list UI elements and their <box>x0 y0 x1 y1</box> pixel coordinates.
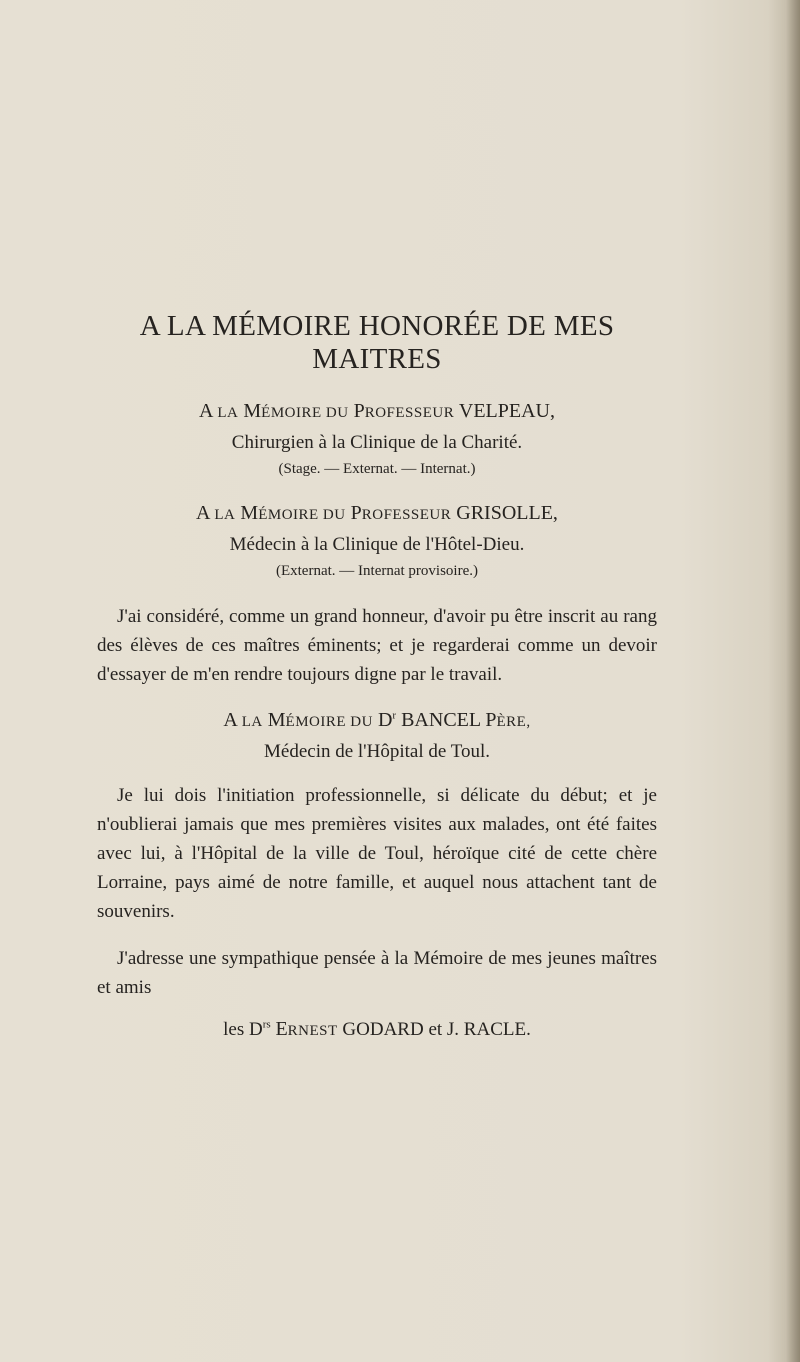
heading-part: P <box>485 709 497 731</box>
signature-line <box>97 1016 657 1044</box>
page-edge-shadow <box>786 0 800 1362</box>
signature-part: les D <box>223 1019 263 1040</box>
signature-part: E <box>275 1018 288 1040</box>
heading-part: P <box>350 502 362 524</box>
doctor-title-sup: r <box>392 709 397 722</box>
professor-note: (Externat. — Internat provisoire.) <box>275 563 478 579</box>
paragraph-initiation: Je lui dois l'initiation professionnelle, si délicate du début; et je n'oublierai jamais que mes premières visites aux malades, ont été faites avec lui, à l'Hôpital de la ville de Toul, héroïque cité de cette chère Lorraine, pays aimé de notre famille, et auquel nous attachent tant de souvenirs. <box>97 785 657 922</box>
heading-part: ÉMOIRE DU <box>261 405 349 421</box>
heading-part: ÉMOIRE DU <box>285 714 373 730</box>
main-title: A LA MÉMOIRE HONORÉE DE MES MAITRES <box>139 310 615 375</box>
doctor-name: BANCEL <box>401 709 481 731</box>
signature-names: GODARD et J. RACLE. <box>342 1019 531 1040</box>
dedication-bancel <box>97 707 657 765</box>
signature-sup: rs <box>262 1018 271 1031</box>
heading-part: A <box>223 709 237 731</box>
heading-part: LA <box>241 714 263 730</box>
heading-part: ÈRE, <box>496 714 531 730</box>
heading-part: LA <box>217 405 239 421</box>
heading-part: ROFESSEUR <box>361 507 452 523</box>
professor-role: Médecin à la Clinique de l'Hôtel-Dieu. <box>229 534 525 555</box>
heading-part: ÉMOIRE DU <box>258 507 346 523</box>
heading-part: M <box>267 709 286 731</box>
professor-role: Chirurgien à la Clinique de la Charité. <box>231 432 523 453</box>
heading-part: M <box>240 502 259 524</box>
section-heading <box>97 707 657 735</box>
heading-part: P <box>353 400 365 422</box>
doctor-role: Médecin de l'Hôpital de Toul. <box>264 741 490 762</box>
paragraph-thought: J'adresse une sympathique pensée à la Mémoire de mes jeunes maîtres et amis <box>97 948 657 998</box>
heading-part: A <box>199 400 213 422</box>
heading-part: ROFESSEUR <box>364 405 455 421</box>
dedication-content <box>97 310 657 1044</box>
section-heading <box>97 500 657 528</box>
signature-part: RNEST <box>287 1023 338 1039</box>
section-heading <box>97 398 657 426</box>
dedication-velpeau <box>97 398 657 480</box>
heading-part: A <box>196 502 210 524</box>
heading-part: M <box>243 400 262 422</box>
doctor-title: D <box>377 709 393 731</box>
paragraph-honor: J'ai considéré, comme un grand honneur, d'avoir pu être inscrit au rang des élèves de ces maîtres éminents; et je regarderai comme un devoir d'essayer de m'en rendre toujours digne par le travail. <box>97 606 657 685</box>
professor-note: (Stage. — Externat. — Internat.) <box>278 461 476 477</box>
professor-name: GRISOLLE, <box>456 502 558 524</box>
heading-part: LA <box>214 507 236 523</box>
professor-name: VELPEAU, <box>458 400 555 422</box>
dedication-grisolle <box>97 500 657 582</box>
